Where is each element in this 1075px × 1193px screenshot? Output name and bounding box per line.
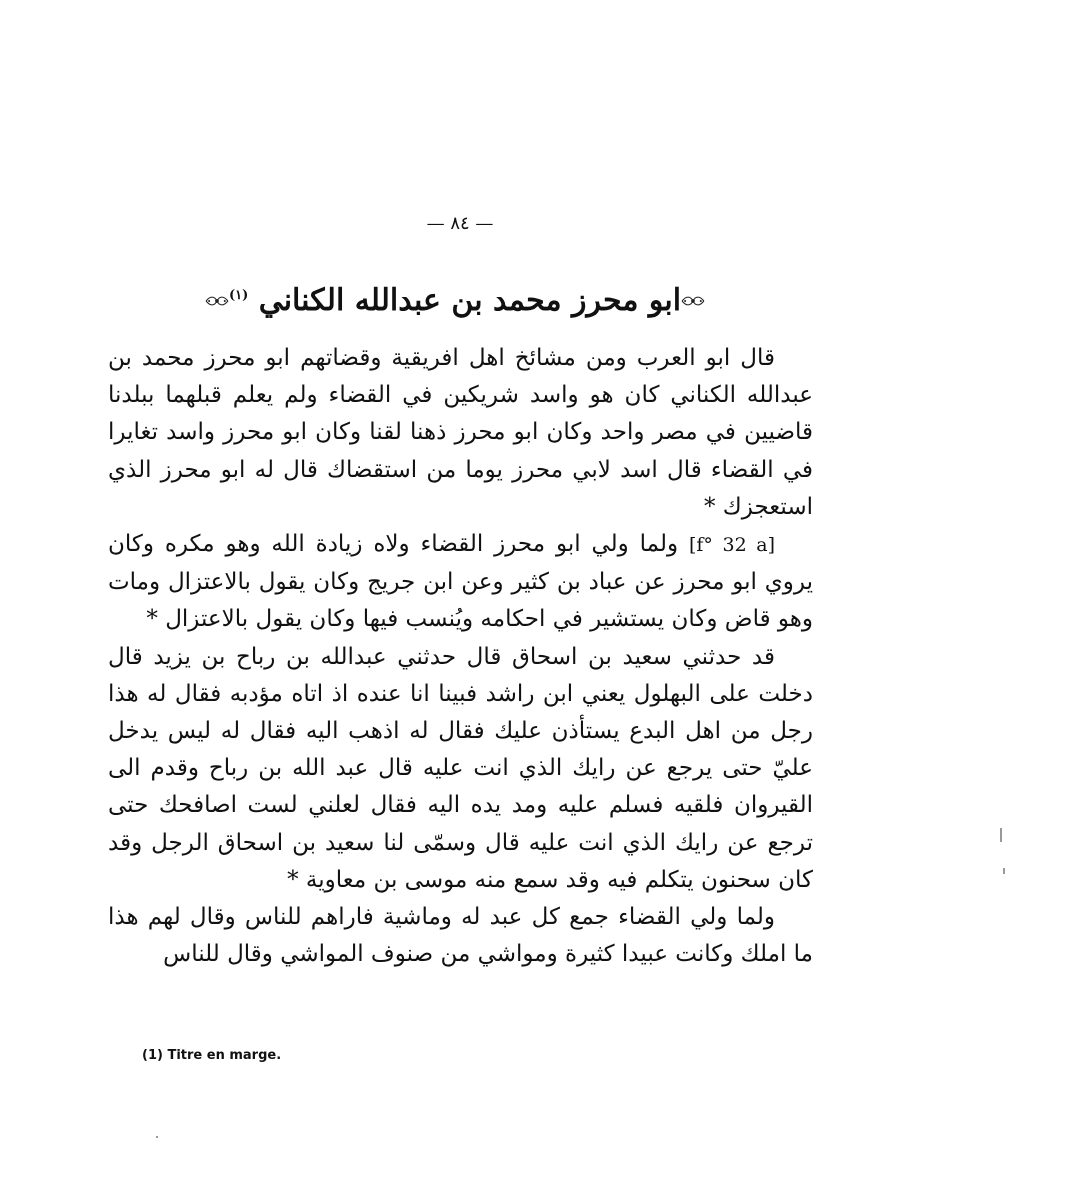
paragraph-text: قال ابو العرب ومن مشائخ اهل افريقية وقضاتهم ابو محرز محمد بن عبدالله الكناني كان هو واسد شريكين في القضاء ولم يعلم قبلهما ببلدنا قاضيين في مصر واحد وكان ابو محرز ذهنا لقنا وكان ابو محرز واسد تغايرا في القضاء قال اسد لابي محرز يوما من استقضاك قال له ابو محرز الذي استعجزك * [108, 345, 813, 520]
footnote-marker: (١) [228, 288, 249, 303]
paragraph-text: ولما ولي ابو محرز القضاء ولاه زيادة الله وهو مكره وكان يروي ابو محرز عن عباد بن كثير وعن ابن جريج وكان يقول بالاعتزال ومات وهو قاض وكان يستشير في احكامه ويُنسب فيها وكان يقول بالاعتزال * [108, 531, 813, 633]
body-text [108, 340, 813, 973]
paragraph-text: ولما ولي القضاء جمع كل عبد له وماشية فاراهم للناس وقال لهم هذا ما املك وكانت عبيدا كثيرة ومواشي من صنوف المواشي وقال للناس [108, 904, 813, 968]
paragraph-2 [108, 526, 813, 639]
page-number: — ٨٤ — [426, 213, 494, 234]
paragraph-3 [108, 639, 813, 899]
paragraph-1 [108, 340, 813, 526]
scan-speck [1000, 828, 1002, 842]
paragraph-text: قد حدثني سعيد بن اسحاق قال حدثني عبدالله بن رباح بن يزيد قال دخلت على البهلول يعني ابن راشد فبينا انا عنده اذ اتاه مؤدبه فقال له هذا رجل من اهل البدع يستأذن عليك فقال له اذهب اليه فقال له ليس يدخل عليّ حتى يرجع عن رايك الذي انت عليه قال عبد الله بن رباح وقدم الى القيروان فلقيه فسلم عليه ومد يده اليه فقال لعلني لست اصافحك حتى ترجع عن رايك الذي انت عليه قال وسمّى لنا سعيد بن اسحاق الرجل وقد كان سحنون يتكلم فيه وقد سمع منه موسى بن معاوية * [108, 643, 813, 893]
ornament-right-icon [681, 287, 705, 315]
chapter-heading [205, 283, 705, 318]
footnote: (1) Titre en marge. [142, 1048, 282, 1063]
scan-speck [1003, 868, 1005, 874]
folio-reference: [f° 32 a] [688, 534, 776, 557]
ornament-left-icon [205, 287, 229, 315]
chapter-title [229, 283, 681, 318]
paragraph-4 [108, 899, 813, 973]
scan-speck [156, 1136, 158, 1138]
chapter-title-text: ابو محرز محمد بن عبدالله الكناني [258, 283, 682, 318]
